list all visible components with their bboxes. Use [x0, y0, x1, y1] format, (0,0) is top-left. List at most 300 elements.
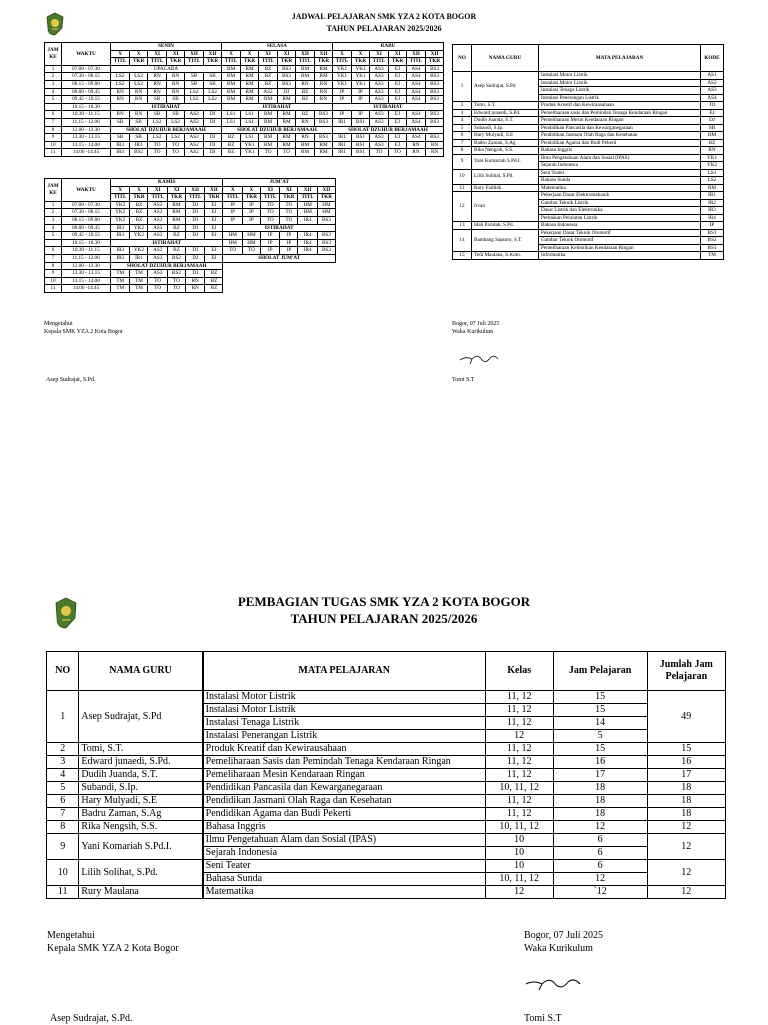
- subject-cell: RN: [185, 285, 204, 293]
- table-row: [45, 141, 444, 149]
- no-cell: 5: [47, 782, 79, 795]
- subject-cell: RM: [278, 118, 296, 126]
- waktu-cell: 07.30 - 08.15: [62, 73, 111, 81]
- kode-cell: TO: [701, 102, 724, 110]
- jam-cell: 16: [553, 756, 647, 769]
- bottom-sign-left-line2: Kepala SMK YZA 2 Kota Bogor: [47, 943, 179, 954]
- assignment-title: PEMBAGIAN TUGAS SMK YZA 2 KOTA BOGOR: [237, 594, 531, 609]
- subject-cell: RN: [167, 73, 185, 81]
- mapel-cell: Pekerjaan Dasar Elektromekanik: [539, 192, 701, 200]
- subject-cell: DJ: [204, 111, 222, 119]
- subject-cell: SB: [184, 80, 203, 88]
- header-grade: XII: [315, 50, 333, 58]
- subject-cell: RM: [295, 73, 314, 81]
- subject-cell: BS2: [167, 254, 185, 262]
- subject-cell: RN: [130, 111, 148, 119]
- subject-cell: BS2: [130, 149, 148, 157]
- no-cell: 7: [47, 808, 79, 821]
- subject-cell: AS2: [184, 149, 203, 157]
- waktu-cell: 07.00 - 07.30: [62, 65, 111, 73]
- header-major: TITL: [295, 58, 314, 66]
- no-cell: 3: [47, 756, 79, 769]
- schedule-title: JADWAL PELAJARAN SMK YZA 2 KOTA BOGOR: [291, 12, 477, 21]
- subject-cell: AS4: [406, 134, 425, 142]
- subject-cell: RM: [278, 134, 296, 142]
- header-jam: Jam Pelajaran: [553, 652, 647, 691]
- header-major: TITL: [369, 58, 388, 66]
- header-major: TITL: [221, 58, 240, 66]
- table-row: [45, 65, 444, 73]
- jumlah-cell: 49: [647, 691, 725, 743]
- subject-cell: EJ: [389, 73, 407, 81]
- header-grade: X: [242, 186, 260, 194]
- subject-cell: TO: [389, 149, 407, 157]
- top-sign-right-line1: Bogor, 07 Juli 2025: [452, 321, 500, 327]
- jam-cell: 5: [45, 96, 62, 104]
- mapel-cell: Instalasi Motor Listrik: [539, 79, 701, 87]
- subject-cell: BZ: [295, 88, 314, 96]
- waktu-cell: 08.15 - 09.00: [62, 80, 111, 88]
- nama-cell: Irvan: [472, 192, 539, 222]
- nama-cell: Lilih Solihat, S.Pd.: [472, 169, 539, 184]
- jam-cell: 5: [45, 232, 62, 240]
- subject-cell: BS3: [278, 80, 296, 88]
- mapel-cell: Instalasi Tenaga Listrik: [203, 717, 486, 730]
- subject-cell: BZ: [221, 141, 240, 149]
- table-row: [45, 126, 444, 134]
- subject-cell: TO: [147, 141, 166, 149]
- subject-cell: YK2: [130, 224, 148, 232]
- subject-cell: LS2: [147, 134, 166, 142]
- jam-cell: 14: [553, 717, 647, 730]
- table-row: [47, 860, 726, 873]
- subject-cell: IP: [280, 232, 298, 240]
- subject-cell: YK1: [352, 80, 370, 88]
- break-cell: SHOLAT DZUHUR BERJAMAAH: [332, 126, 443, 134]
- subject-cell: TO: [369, 149, 388, 157]
- break-cell: SHOLAT DZUHUR BERJAMAAH: [111, 126, 222, 134]
- subject-cell: RM: [295, 141, 314, 149]
- subject-cell: SB: [204, 80, 222, 88]
- subject-cell: AS3: [148, 201, 167, 209]
- subject-cell: AS3: [369, 96, 388, 104]
- mapel-cell: Pendidikan Pancasila dan Kewarganegaraan: [539, 124, 701, 132]
- subject-cell: LS2: [111, 80, 130, 88]
- no-cell: 5: [453, 124, 472, 132]
- waktu-cell: 13.15 - 14.00: [62, 277, 111, 285]
- jam-cell: 7: [45, 118, 62, 126]
- mapel-cell: Informatika: [539, 252, 701, 260]
- subject-cell: RM: [241, 80, 259, 88]
- header-grade: X: [111, 50, 130, 58]
- subject-cell: AS3: [369, 134, 388, 142]
- mapel-cell: Produk Kreatif dan Kewirausahaan: [539, 102, 701, 110]
- nama-cell: Yani Komariah S.Pd.I.: [79, 834, 203, 860]
- nama-cell: Edward junaedi, S.Pd.: [79, 756, 203, 769]
- waktu-cell: 13.15 - 14.00: [62, 141, 111, 149]
- jumlah-cell: 12: [647, 886, 725, 899]
- subject-cell: EJ: [205, 232, 223, 240]
- header-major: TKR: [130, 58, 148, 66]
- subject-cell: TM: [111, 285, 130, 293]
- subject-cell: RN: [315, 96, 333, 104]
- waktu-cell: 14.00 -14.45: [62, 285, 111, 293]
- subject-cell: RM: [278, 111, 296, 119]
- jam-cell: 2: [45, 73, 62, 81]
- no-cell: 10: [47, 860, 79, 886]
- mapel-cell: Instalasi Motor Listrik: [203, 691, 486, 704]
- empty-cell: [223, 262, 336, 270]
- subject-cell: DJ: [185, 201, 204, 209]
- subject-cell: AS2: [184, 118, 203, 126]
- subject-cell: LS2: [167, 134, 185, 142]
- header-major: TITL: [258, 58, 277, 66]
- waktu-cell: 12.30 - 13.15: [62, 134, 111, 142]
- subject-cell: IP: [352, 88, 370, 96]
- mapel-cell: Sejarah Indonesia: [203, 847, 486, 860]
- table-row: [453, 109, 724, 117]
- subject-cell: LS2: [184, 96, 203, 104]
- subject-cell: EJ: [389, 141, 407, 149]
- header-grade: XI: [148, 186, 167, 194]
- mapel-cell: Bahasa Inggris: [539, 147, 701, 155]
- header-day: KAMIS: [111, 179, 223, 187]
- subject-cell: SB: [167, 96, 185, 104]
- mapel-cell: Matematika: [539, 184, 701, 192]
- subject-cell: LS2: [204, 88, 222, 96]
- jumlah-cell: 18: [647, 782, 725, 795]
- subject-cell: EJ: [389, 88, 407, 96]
- header-grade: XI: [147, 50, 166, 58]
- mapel-cell: Pemeliharaan Sasis dan Pemindah Tenaga Kendaraan Ringan: [203, 756, 486, 769]
- header-major: TKR: [280, 194, 298, 202]
- subject-cell: BZ: [205, 270, 223, 278]
- subject-cell: BZ: [130, 201, 148, 209]
- no-cell: 4: [47, 769, 79, 782]
- jam-cell: 6: [45, 111, 62, 119]
- kode-cell: SB: [701, 124, 724, 132]
- jam-cell: 10: [45, 277, 62, 285]
- subject-cell: BZ: [167, 224, 185, 232]
- subject-cell: IR3: [111, 149, 130, 157]
- subject-cell: RM: [241, 88, 259, 96]
- header-grade: X: [130, 50, 148, 58]
- subject-cell: IR1: [332, 149, 351, 157]
- mapel-cell: Gambar Teknik Listrik: [539, 199, 701, 207]
- subject-cell: BZ: [295, 96, 314, 104]
- kelas-cell: 11, 12: [485, 769, 553, 782]
- bottom-sign-right-line1: Bogor, 07 Juli 2025: [524, 930, 604, 941]
- subject-cell: IR3: [111, 141, 130, 149]
- nama-cell: Hary Mulyadi, S.E: [472, 132, 539, 140]
- mapel-cell: Pemeliharaan Mesin Kendaraan Ringan: [539, 117, 701, 125]
- subject-cell: IP: [223, 216, 242, 224]
- subject-cell: AS2: [184, 111, 203, 119]
- subject-cell: AS2: [258, 88, 277, 96]
- mapel-cell: Instalasi Tenaga Listrik: [539, 87, 701, 95]
- subject-cell: DJ: [204, 141, 222, 149]
- subject-cell: RM: [315, 149, 333, 157]
- mapel-cell: Pendidikan Agama dan Budi Pekerti: [539, 139, 701, 147]
- subject-cell: BZ: [205, 277, 223, 285]
- kelas-cell: 12: [485, 886, 553, 899]
- subject-cell: DJ: [278, 88, 296, 96]
- jam-cell: 12: [553, 821, 647, 834]
- nama-cell: Edward junaedi, S.Pd.: [472, 109, 539, 117]
- kode-cell: AS3: [701, 87, 724, 95]
- nama-cell: Rury Fadilah: [472, 184, 539, 192]
- header-grade: X: [332, 50, 351, 58]
- mapel-cell: Gambar Teknik Otomotif: [539, 237, 701, 245]
- header-mapel: MATA PELAJARAN: [203, 652, 486, 691]
- table-row: [453, 124, 724, 132]
- kode-cell: RN: [701, 147, 724, 155]
- subject-cell: AS3: [369, 73, 388, 81]
- subject-cell: HM: [242, 239, 260, 247]
- header-grade: XII: [185, 186, 204, 194]
- subject-cell: RM: [315, 73, 333, 81]
- jam-cell: 1: [45, 65, 62, 73]
- subject-cell: BS2: [167, 270, 185, 278]
- top-sign-left-line2: Kepala SMK YZA 2 Kota Bogor: [44, 329, 123, 335]
- subject-cell: TO: [167, 149, 185, 157]
- mapel-cell: Produk Kreatif dan Kewirausahaan: [203, 743, 486, 756]
- subject-cell: TO: [280, 209, 298, 217]
- subject-cell: BS3: [317, 239, 335, 247]
- mapel-cell: Bahasa Sunda: [539, 177, 701, 185]
- subject-cell: HM: [223, 239, 242, 247]
- table-row: [453, 192, 724, 200]
- top-sign-right-line2: Waka Kurikulum: [452, 329, 494, 335]
- subject-cell: BS3: [426, 88, 444, 96]
- subject-cell: RN: [406, 149, 425, 157]
- header-waktu: WAKTU: [62, 43, 111, 66]
- subject-cell: RM: [221, 73, 240, 81]
- header-grade: XII: [184, 50, 203, 58]
- subject-cell: SB: [167, 111, 185, 119]
- no-cell: 9: [47, 834, 79, 860]
- waktu-cell: 12.00 - 12.30: [62, 126, 111, 134]
- subject-cell: IR1: [130, 254, 148, 262]
- mapel-cell: Pendidikan Agama dan Budi Pekerti: [203, 808, 486, 821]
- subject-cell: HM: [242, 232, 260, 240]
- subject-cell: BS3: [426, 134, 444, 142]
- subject-cell: TO: [260, 209, 279, 217]
- mapel-cell: Pendidikan Pancasila dan Kewarganegaraan: [203, 782, 486, 795]
- waktu-cell: 10.15 - 10.30: [62, 239, 111, 247]
- jam-cell: 18: [553, 808, 647, 821]
- top-sign-right: [452, 320, 499, 336]
- subject-cell: RM: [167, 201, 185, 209]
- subject-cell: LS1: [221, 111, 240, 119]
- break-cell: SHOLAT DZUHUR BERJAMAAH: [111, 262, 223, 270]
- subject-cell: RM: [258, 118, 277, 126]
- subject-cell: RN: [426, 149, 444, 157]
- table-row: [45, 277, 336, 285]
- subject-cell: TM: [111, 270, 130, 278]
- waktu-cell: 10.15 - 10.30: [62, 103, 111, 111]
- header-grade: XI: [278, 50, 296, 58]
- mapel-cell: Bahasa Sunda: [203, 873, 486, 886]
- header-major: TITL: [111, 58, 130, 66]
- kode-cell: IR4: [701, 214, 724, 222]
- table-row: [45, 254, 336, 262]
- mapel-cell: Matematika: [203, 886, 486, 899]
- jumlah-cell: 12: [647, 834, 725, 860]
- nama-cell: Asep Sudrajat, S.Pd: [79, 691, 203, 743]
- kelas-cell: 11, 12: [485, 704, 553, 717]
- kelas-cell: 12: [485, 730, 553, 743]
- subject-cell: IR1: [332, 141, 351, 149]
- waktu-cell: 12.30 - 13.15: [62, 270, 111, 278]
- subject-cell: YK1: [332, 73, 351, 81]
- jam-cell: 9: [45, 134, 62, 142]
- kode-cell: HM: [701, 132, 724, 140]
- subject-cell: BS1: [352, 149, 370, 157]
- header-major: TKR: [352, 58, 370, 66]
- subject-cell: TO: [260, 201, 279, 209]
- signature-icon: [524, 972, 584, 996]
- header-no: NO: [453, 45, 472, 72]
- top-sign-left-name: Asep Sudrajat, S.Pd.: [46, 377, 96, 383]
- subject-cell: IR4: [298, 216, 317, 224]
- waktu-cell: 09.00 - 09.45: [62, 224, 111, 232]
- subject-cell: AS3: [369, 80, 388, 88]
- header-kode: KODE: [701, 45, 724, 72]
- schedule-subtitle: TAHUN PELAJARAN 2025/2026: [326, 24, 442, 33]
- header-grade: XII: [406, 50, 425, 58]
- header-grade: XII: [295, 50, 314, 58]
- subject-cell: RM: [295, 65, 314, 73]
- subject-cell: RM: [315, 141, 333, 149]
- mapel-cell: Pekerjaan Dasar Teknik Otomotif: [539, 229, 701, 237]
- jam-cell: 9: [45, 270, 62, 278]
- table-row: [45, 285, 336, 293]
- nama-cell: Lilih Solihat, S.Pd.: [79, 860, 203, 886]
- subject-cell: EJ: [389, 65, 407, 73]
- subject-cell: SB: [130, 134, 148, 142]
- mapel-cell: Instalasi Motor Listrik: [539, 72, 701, 80]
- subject-cell: AS4: [406, 65, 425, 73]
- header-jam-ke: JAM KE: [45, 179, 62, 202]
- subject-cell: TM: [111, 277, 130, 285]
- table-row: [453, 252, 724, 260]
- subject-cell: BZ: [221, 134, 240, 142]
- subject-cell: BS1: [352, 118, 370, 126]
- header-major: TKR: [315, 58, 333, 66]
- subject-cell: AS3: [148, 254, 167, 262]
- subject-cell: BS3: [315, 118, 333, 126]
- header-grade: XI: [167, 186, 185, 194]
- subject-cell: EJ: [205, 254, 223, 262]
- jam-cell: 18: [553, 795, 647, 808]
- subject-cell: TO: [260, 216, 279, 224]
- subject-cell: BZ: [258, 73, 277, 81]
- subject-cell: TO: [148, 285, 167, 293]
- header-row: [47, 652, 726, 691]
- header-kelas: Kelas: [485, 652, 553, 691]
- nama-cell: Dudih Juanda, S.T.: [79, 769, 203, 782]
- subject-cell: HM: [317, 209, 335, 217]
- mapel-cell: Instalasi Motor Listrik: [203, 704, 486, 717]
- mapel-cell: Seni Teater: [203, 860, 486, 873]
- no-cell: 6: [47, 795, 79, 808]
- subject-cell: RN: [167, 80, 185, 88]
- bottom-sign-left-name: Asep Sudrajat, S.Pd.: [50, 1013, 133, 1024]
- jam-cell: 10: [45, 141, 62, 149]
- subject-cell: BS3: [426, 96, 444, 104]
- header-major: TKR: [317, 194, 335, 202]
- kelas-cell: 10, 11, 12: [485, 821, 553, 834]
- header-major: TITL: [260, 194, 279, 202]
- mapel-cell: Pendidikan Jasmani Olah Raga dan Kesehatan: [203, 795, 486, 808]
- bottom-signature-mark: [524, 972, 584, 1001]
- header-grade: XII: [205, 186, 223, 194]
- waktu-cell: 11.15 - 12.00: [62, 254, 111, 262]
- jumlah-cell: 12: [647, 860, 725, 886]
- kelas-cell: 11, 12: [485, 743, 553, 756]
- nama-cell: Hary Mulyadi, S.E: [79, 795, 203, 808]
- mapel-cell: Bahasa Indonesia: [539, 222, 701, 230]
- header-major: TKR: [204, 58, 222, 66]
- subject-cell: TO: [280, 216, 298, 224]
- subject-cell: EJ: [389, 111, 407, 119]
- header-major: TITL: [184, 58, 203, 66]
- subject-cell: RN: [130, 96, 148, 104]
- header-nama: NAMA GURU: [79, 652, 203, 691]
- jam-cell: 1: [45, 201, 62, 209]
- waktu-cell: 11.15 - 12.00: [62, 118, 111, 126]
- header-grade: XI: [369, 50, 388, 58]
- subject-cell: BS3: [426, 118, 444, 126]
- subject-cell: RN: [315, 88, 333, 96]
- subject-cell: BS3: [426, 80, 444, 88]
- subject-cell: AS4: [406, 118, 425, 126]
- subject-cell: IR3: [111, 247, 130, 255]
- subject-cell: YK1: [352, 65, 370, 73]
- nama-cell: Tomi, S.T.: [472, 102, 539, 110]
- subject-cell: TM: [130, 270, 148, 278]
- header-no: NO: [47, 652, 79, 691]
- mapel-cell: Pendidikan Jasmani Olah Raga dan Kesehatan: [539, 132, 701, 140]
- kode-cell: DJ: [701, 117, 724, 125]
- subject-cell: LS1: [241, 134, 259, 142]
- table-row: [453, 72, 724, 80]
- subject-cell: AS3: [369, 111, 388, 119]
- table-row: [45, 96, 444, 104]
- kelas-cell: 11, 12: [485, 717, 553, 730]
- table-row: [47, 886, 726, 899]
- bottom-sign-left-line1: Mengetahui: [47, 930, 95, 941]
- kode-cell: YK2: [701, 162, 724, 170]
- subject-cell: RN: [185, 277, 204, 285]
- header-grade: XI: [260, 186, 279, 194]
- subject-cell: IP: [352, 111, 370, 119]
- no-cell: 13: [453, 222, 472, 230]
- kode-cell: RM: [701, 184, 724, 192]
- empty-cell: [223, 270, 336, 278]
- table-row: [45, 111, 444, 119]
- jam-cell: 11: [45, 285, 62, 293]
- header-day: RABU: [332, 43, 443, 51]
- subject-cell: DJ: [204, 149, 222, 157]
- mapel-cell: Bahasa Inggris: [203, 821, 486, 834]
- no-cell: 15: [453, 252, 472, 260]
- table-row: [453, 154, 724, 162]
- break-cell: ISTIRAHAT: [111, 239, 223, 247]
- table-row: [453, 222, 724, 230]
- subject-cell: RM: [258, 134, 277, 142]
